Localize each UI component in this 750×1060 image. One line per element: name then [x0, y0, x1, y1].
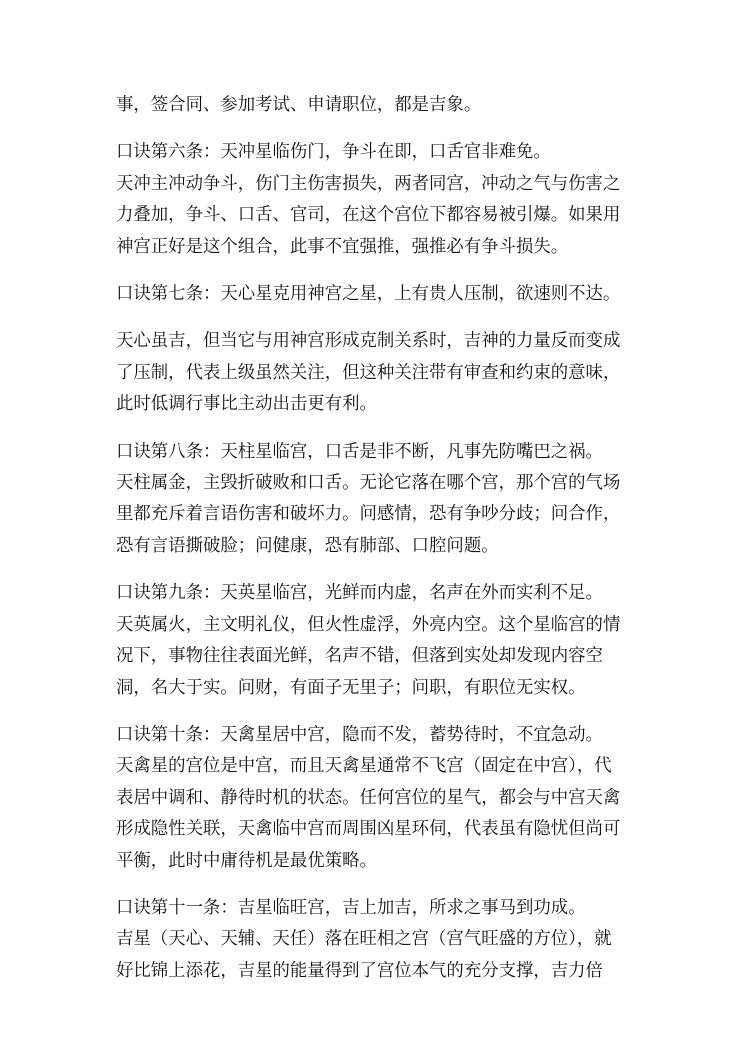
- paragraph-continuation: 事，签合同、参加考试、申请职位，都是吉象。: [116, 95, 482, 115]
- paragraph-rule-7: 口诀第七条：天心星克用神宫之星，上有贵人压制，欲速则不达。: [116, 284, 621, 305]
- document-page: [116, 90, 640, 1003]
- paragraph-rule-9: 口诀第九条：天英星临宫，光鲜而内虚，名声在外而实利不足。 天英属火，主文明礼仪，但火性虚浮，外亮内空。这个星临宫的情 况下，事物往往表面光鲜，名声不错，但落到实处却发现内容空 洞，名大于实。问财，有面子无里子；问职，有职位无实权。: [116, 583, 621, 698]
- paragraph-rule-11: 口诀第十一条：吉星临旺宫，吉上加吉，所求之事马到功成。 吉星（天心、天辅、天任）落在旺相之宫（宫气旺盛的方位），就 好比锦上添花，吉星的能量得到了宫位本气的充分支撑，吉力倍: [116, 897, 612, 981]
- paragraph-rule-7-explanation: 天心虽吉，但当它与用神宫形成克制关系时，吉神的力量反而变成 了压制，代表上级虽然关注，但这种关注带有审查和约束的意味， 此时低调行事比主动出击更有利。: [116, 331, 621, 415]
- paragraph-rule-10: 口诀第十条：天禽星居中宫，隐而不发，蓄势待时，不宜急动。 天禽星的宫位是中宫，而且天禽星通常不飞宫（固定在中宫），代 表居中调和、静待时机的状态。任何宫位的星气，都会与中宫天禽 形成隐性关联，天禽临中宫而周围凶星环伺，代表虽有隐忧但尚可 平衡，此时中庸待机是最优策略。: [116, 724, 621, 871]
- paragraph-rule-6: 口诀第六条：天冲星临伤门，争斗在即，口舌官非难免。 天冲主冲动争斗，伤门主伤害损失，两者同宫，冲动之气与伤害之 力叠加，争斗、口舌、官司，在这个宫位下都容易被引爆。如果用 神宫正好是这个组合，此事不宜强推，强推必有争斗损失。: [116, 142, 621, 257]
- paragraph-rule-8: 口诀第八条：天柱星临宫，口舌是非不断，凡事先防嘴巴之祸。 天柱属金，主毁折破败和口舌。无论它落在哪个宫，那个宫的气场 里都充斥着言语伤害和破坏力。问感情，恐有争吵分歧；问合作， 恐有言语撕破脸；问健康，恐有肺部、口腔问题。: [116, 441, 621, 556]
